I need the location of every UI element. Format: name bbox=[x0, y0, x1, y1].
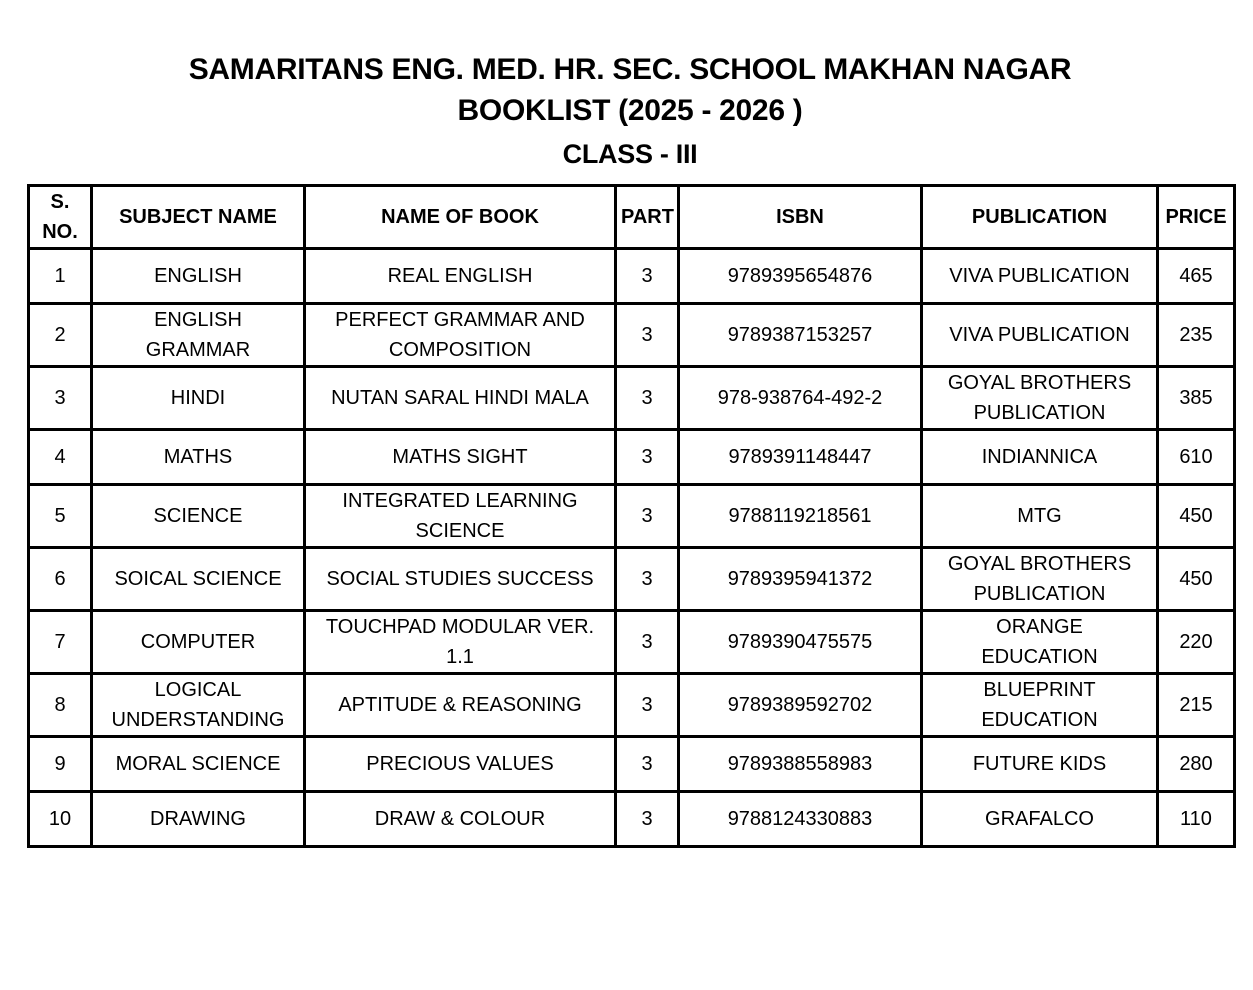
cell-publication: GOYAL BROTHERS PUBLICATION bbox=[922, 548, 1158, 611]
cell-subject: HINDI bbox=[92, 367, 305, 430]
cell-subject: DRAWING bbox=[92, 792, 305, 847]
document-page bbox=[0, 50, 1253, 990]
table-row bbox=[29, 485, 1235, 548]
column-header-sno: S. NO. bbox=[29, 186, 92, 249]
cell-part: 3 bbox=[616, 367, 679, 430]
school-name-title: SAMARITANS ENG. MED. HR. SEC. SCHOOL MAKHAN NAGAR bbox=[188, 53, 1072, 86]
booklist-table bbox=[27, 184, 1236, 848]
cell-subject: COMPUTER bbox=[92, 611, 305, 674]
cell-isbn: 9789388558983 bbox=[679, 737, 922, 792]
column-header-publication: PUBLICATION bbox=[922, 186, 1158, 249]
cell-publication: GRAFALCO bbox=[922, 792, 1158, 847]
cell-sno: 9 bbox=[29, 737, 92, 792]
cell-book: APTITUDE & REASONING bbox=[305, 674, 616, 737]
cell-price: 110 bbox=[1158, 792, 1235, 847]
cell-subject: ENGLISH bbox=[92, 249, 305, 304]
cell-subject: MORAL SCIENCE bbox=[92, 737, 305, 792]
cell-sno: 10 bbox=[29, 792, 92, 847]
cell-sno: 1 bbox=[29, 249, 92, 304]
cell-isbn: 9788119218561 bbox=[679, 485, 922, 548]
cell-part: 3 bbox=[616, 430, 679, 485]
cell-price: 220 bbox=[1158, 611, 1235, 674]
cell-book: MATHS SIGHT bbox=[305, 430, 616, 485]
cell-publication: VIVA PUBLICATION bbox=[922, 304, 1158, 367]
table-row bbox=[29, 430, 1235, 485]
cell-sno: 2 bbox=[29, 304, 92, 367]
table-row bbox=[29, 737, 1235, 792]
cell-part: 3 bbox=[616, 548, 679, 611]
cell-publication: MTG bbox=[922, 485, 1158, 548]
cell-part: 3 bbox=[616, 674, 679, 737]
cell-price: 450 bbox=[1158, 548, 1235, 611]
cell-subject: SOICAL SCIENCE bbox=[92, 548, 305, 611]
cell-price: 610 bbox=[1158, 430, 1235, 485]
cell-part: 3 bbox=[616, 249, 679, 304]
cell-price: 450 bbox=[1158, 485, 1235, 548]
cell-subject: MATHS bbox=[92, 430, 305, 485]
table-body bbox=[29, 249, 1235, 847]
title-block bbox=[27, 50, 1233, 176]
cell-publication: FUTURE KIDS bbox=[922, 737, 1158, 792]
cell-publication: ORANGE EDUCATION bbox=[922, 611, 1158, 674]
cell-part: 3 bbox=[616, 737, 679, 792]
cell-isbn: 9789389592702 bbox=[679, 674, 922, 737]
cell-subject: SCIENCE bbox=[92, 485, 305, 548]
cell-part: 3 bbox=[616, 304, 679, 367]
cell-sno: 4 bbox=[29, 430, 92, 485]
cell-publication: BLUEPRINT EDUCATION bbox=[922, 674, 1158, 737]
booklist-title: BOOKLIST (2025 - 2026 ) bbox=[457, 94, 803, 127]
table-row bbox=[29, 367, 1235, 430]
cell-publication: VIVA PUBLICATION bbox=[922, 249, 1158, 304]
table-row bbox=[29, 674, 1235, 737]
cell-book: PERFECT GRAMMAR AND COMPOSITION bbox=[305, 304, 616, 367]
cell-sno: 8 bbox=[29, 674, 92, 737]
cell-isbn: 9789391148447 bbox=[679, 430, 922, 485]
table-head bbox=[29, 186, 1235, 249]
cell-book: DRAW & COLOUR bbox=[305, 792, 616, 847]
cell-publication: INDIANNICA bbox=[922, 430, 1158, 485]
cell-book: REAL ENGLISH bbox=[305, 249, 616, 304]
cell-sno: 5 bbox=[29, 485, 92, 548]
cell-book: INTEGRATED LEARNING SCIENCE bbox=[305, 485, 616, 548]
table-row bbox=[29, 611, 1235, 674]
cell-book: NUTAN SARAL HINDI MALA bbox=[305, 367, 616, 430]
column-header-price: PRICE bbox=[1158, 186, 1235, 249]
column-header-isbn: ISBN bbox=[679, 186, 922, 249]
cell-book: TOUCHPAD MODULAR VER. 1.1 bbox=[305, 611, 616, 674]
cell-part: 3 bbox=[616, 611, 679, 674]
cell-subject: ENGLISH GRAMMAR bbox=[92, 304, 305, 367]
column-header-book: NAME OF BOOK bbox=[305, 186, 616, 249]
table-header-row bbox=[29, 186, 1235, 249]
cell-sno: 3 bbox=[29, 367, 92, 430]
cell-publication: GOYAL BROTHERS PUBLICATION bbox=[922, 367, 1158, 430]
cell-subject: LOGICAL UNDERSTANDING bbox=[92, 674, 305, 737]
cell-part: 3 bbox=[616, 792, 679, 847]
cell-isbn: 9789390475575 bbox=[679, 611, 922, 674]
cell-price: 235 bbox=[1158, 304, 1235, 367]
table-row bbox=[29, 792, 1235, 847]
cell-book: PRECIOUS VALUES bbox=[305, 737, 616, 792]
cell-book: SOCIAL STUDIES SUCCESS bbox=[305, 548, 616, 611]
cell-isbn: 9788124330883 bbox=[679, 792, 922, 847]
cell-price: 465 bbox=[1158, 249, 1235, 304]
cell-part: 3 bbox=[616, 485, 679, 548]
cell-isbn: 9789395941372 bbox=[679, 548, 922, 611]
column-header-part: PART bbox=[616, 186, 679, 249]
cell-isbn: 978-938764-492-2 bbox=[679, 367, 922, 430]
cell-isbn: 9789387153257 bbox=[679, 304, 922, 367]
cell-price: 215 bbox=[1158, 674, 1235, 737]
table-row bbox=[29, 249, 1235, 304]
class-title: CLASS - III bbox=[562, 139, 698, 169]
table-row bbox=[29, 548, 1235, 611]
cell-isbn: 9789395654876 bbox=[679, 249, 922, 304]
cell-sno: 6 bbox=[29, 548, 92, 611]
table-row bbox=[29, 304, 1235, 367]
cell-sno: 7 bbox=[29, 611, 92, 674]
cell-price: 385 bbox=[1158, 367, 1235, 430]
cell-price: 280 bbox=[1158, 737, 1235, 792]
column-header-subject: SUBJECT NAME bbox=[92, 186, 305, 249]
